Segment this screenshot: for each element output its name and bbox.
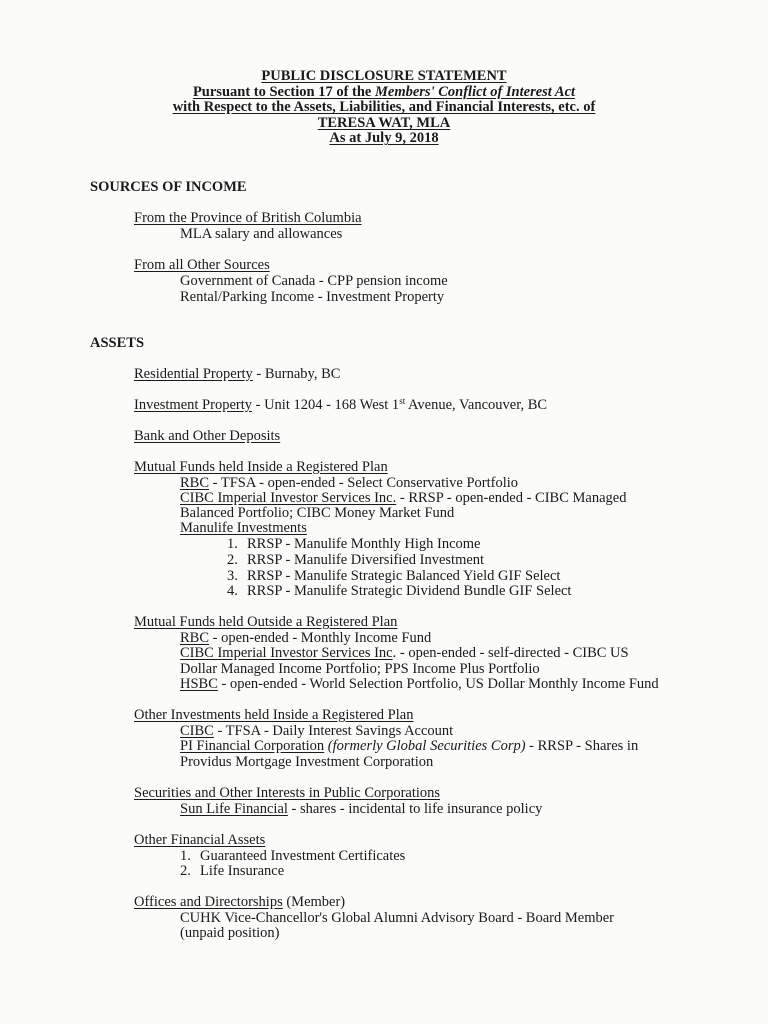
residential-value: - Burnaby, BC [252, 366, 341, 382]
securities-label: Securities and Other Interests in Public Corporations [134, 785, 441, 801]
mf-inside-label: Mutual Funds held Inside a Registered Plan [134, 459, 388, 475]
former-name: (formerly Global Securities Corp) [324, 738, 526, 754]
institution-name: RBC [180, 475, 210, 491]
residential-label: Residential Property [134, 366, 253, 382]
investment-label: Investment Property [134, 397, 252, 413]
province-item: MLA salary and allowances [180, 226, 343, 242]
offices-label: Offices and Directorships [134, 894, 283, 910]
item-text: RRSP - Manulife Monthly High Income [247, 536, 481, 552]
item-text: RRSP - Manulife Strategic Dividend Bundle GIF Select [247, 583, 572, 599]
bank-deposits-label: Bank and Other Deposits [134, 428, 281, 444]
item-number: 1. [227, 536, 238, 552]
statement-header [0, 69, 768, 147]
offices-label-suffix: (Member) [282, 894, 346, 910]
institution-name: Sun Life Financial [180, 801, 288, 817]
item-number: 4. [227, 583, 238, 599]
statement-date: As at July 9, 2018 [329, 130, 439, 147]
institution-name: CIBC [180, 723, 214, 739]
securities-sunlife [180, 802, 542, 818]
holding-desc: - shares - incidental to life insurance policy [287, 801, 543, 817]
mf-outside-label: Mutual Funds held Outside a Registered Plan [134, 614, 398, 630]
office-line: (unpaid position) [180, 925, 280, 941]
province-label: From the Province of British Columbia [134, 210, 362, 226]
institution-name: PI Financial Corporation [180, 738, 325, 754]
holding-desc: - TFSA - Daily Interest Savings Account [213, 723, 454, 739]
manulife-item [227, 537, 480, 553]
item-number: 2. [180, 863, 191, 879]
manulife-item [227, 553, 484, 569]
mf-outside-hsbc [180, 677, 659, 693]
institution-name: RBC [180, 630, 210, 646]
manulife-item [227, 584, 571, 600]
item-text: RRSP - Manulife Diversified Investment [247, 552, 485, 568]
subtitle-section-text: Pursuant to Section 17 of the [192, 83, 375, 100]
manulife-label: Manulife Investments [180, 520, 307, 536]
institution-name: CIBC Imperial Investor Services Inc. [180, 490, 397, 506]
holding-desc: - RRSP - open-ended - CIBC Managed [396, 490, 627, 506]
ordinal-suffix: st [399, 396, 406, 406]
item-number: 3. [227, 568, 238, 584]
mf-outside-cibc [180, 646, 629, 662]
item-text: Guaranteed Investment Certificates [200, 848, 406, 864]
item-number: 1. [180, 848, 191, 864]
investment-value: - Unit 1204 - 168 West 1 [252, 397, 400, 413]
holding-desc: . - open-ended - self-directed - CIBC US [392, 645, 629, 661]
other-sources-label: From all Other Sources [134, 257, 270, 273]
other-inv-pi [180, 739, 638, 755]
investment-property [134, 398, 547, 414]
other-source-item: Rental/Parking Income - Investment Property [180, 289, 445, 305]
mf-inside-cibc-cont: Balanced Portfolio; CIBC Money Market Fund [180, 505, 455, 521]
other-financial-label: Other Financial Assets [134, 832, 266, 848]
offices-heading [134, 895, 345, 911]
statement-title: PUBLIC DISCLOSURE STATEMENT [261, 68, 507, 84]
other-inv-pi-cont: Providus Mortgage Investment Corporation [180, 754, 434, 770]
member-name: TERESA WAT, MLA [317, 114, 451, 131]
other-financial-item [180, 864, 284, 880]
residential-property [134, 367, 340, 383]
office-line: CUHK Vice-Chancellor's Global Alumni Advisory Board - Board Member [180, 910, 614, 926]
holding-desc: - RRSP - Shares in [525, 738, 639, 754]
holding-desc: - TFSA - open-ended - Select Conservative Portfolio [209, 475, 519, 491]
holding-desc: - open-ended - World Selection Portfolio, US Dollar Monthly Income Fund [217, 676, 659, 692]
institution-name: CIBC Imperial Investor Services Inc [180, 645, 393, 661]
institution-name: HSBC [180, 676, 218, 692]
item-number: 2. [227, 552, 238, 568]
holding-desc: - open-ended - Monthly Income Fund [209, 630, 432, 646]
item-text: Life Insurance [200, 863, 285, 879]
mf-outside-cibc-cont: Dollar Managed Income Portfolio; PPS Income Plus Portfolio [180, 661, 540, 677]
act-name: Members' Conflict of Interest Act [375, 83, 576, 100]
other-source-item: Government of Canada - CPP pension income [180, 273, 448, 289]
income-heading: SOURCES OF INCOME [90, 179, 247, 195]
investment-value-rest: Avenue, Vancouver, BC [405, 397, 548, 413]
assets-heading: ASSETS [90, 335, 145, 351]
statement-subtitle-section [0, 85, 768, 101]
statement-subtitle-scope: with Respect to the Assets, Liabilities, and Financial Interests, etc. of [172, 99, 596, 116]
item-text: RRSP - Manulife Strategic Balanced Yield GIF Select [247, 568, 561, 584]
other-investments-label: Other Investments held Inside a Registered Plan [134, 707, 414, 723]
